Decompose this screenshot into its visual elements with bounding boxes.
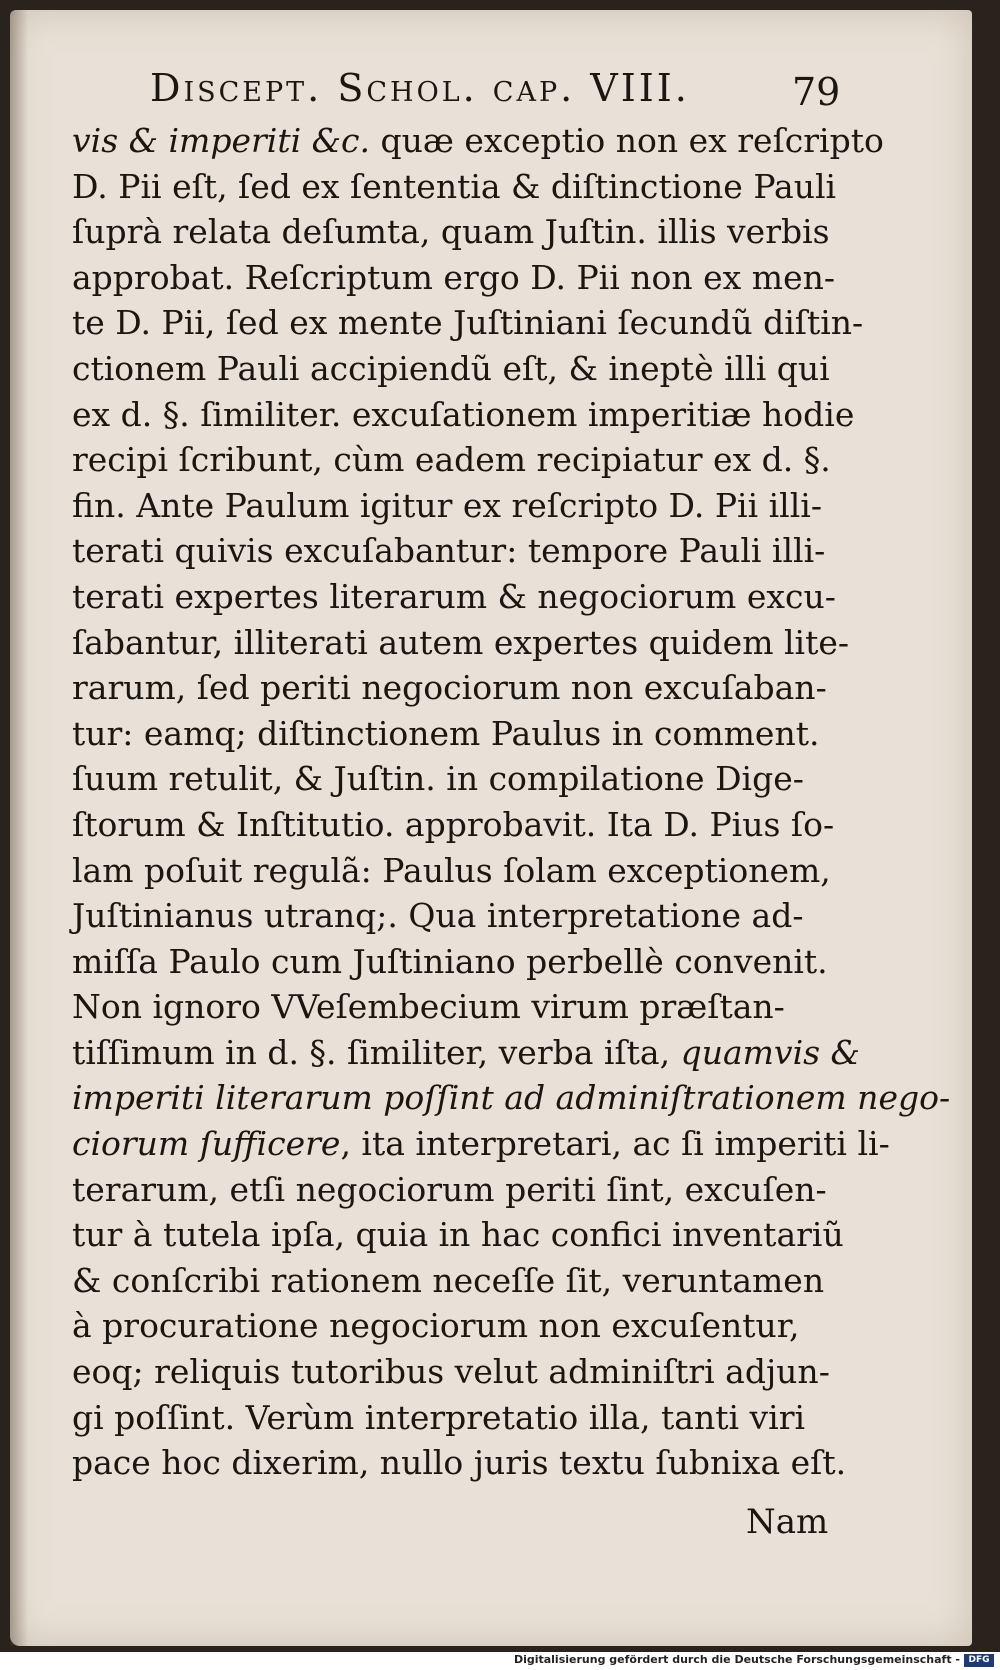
body-text xyxy=(72,118,951,1486)
text-line: fin. Ante Paulum igitur ex reſcripto D. Pii illi- xyxy=(72,485,822,525)
page-number: 79 xyxy=(792,70,841,114)
catchword: Nam xyxy=(746,1502,829,1542)
text-line: ctionem Pauli accipiendũ eſt, & ineptè illi qui xyxy=(72,348,830,388)
text-line: Juſtinianus utranq;. Qua interpretatione ad- xyxy=(72,896,804,936)
text-line: ſabantur, illiterati autem expertes quidem lite- xyxy=(72,622,850,662)
italic-text: vis & imperiti &c. xyxy=(72,121,370,160)
roman-text: , ita interpretari, ac ſi imperiti li- xyxy=(340,1124,890,1164)
text-line: terati quivis excuſabantur: tempore Pauli illi- xyxy=(72,531,826,571)
text-line: eoq; reliquis tutoribus velut adminiſtri adjun- xyxy=(72,1352,830,1392)
italic-text: quamvis & xyxy=(680,1032,860,1072)
running-title: Discept. Schol. cap. VIII. xyxy=(150,66,690,110)
roman-text: tiſſimum in d. §. ſimiliter, verba iſta, xyxy=(72,1032,681,1072)
text-line: D. Pii eſt, ſed ex ſententia & diſtinctione Pauli xyxy=(72,166,837,206)
text-line xyxy=(72,118,884,164)
footer-bar xyxy=(0,1652,1000,1670)
text-line: terarum, etſi negociorum periti ſint, excuſen- xyxy=(72,1169,827,1209)
text-line: tur à tutela ipſa, quia in hac confici inventariũ xyxy=(72,1215,844,1255)
text-line: terati expertes literarum & negociorum excu- xyxy=(72,576,836,616)
funding-credit: Digitalisierung gefördert durch die Deutsche Forschungsgemeinschaft - xyxy=(513,1653,960,1666)
book-page xyxy=(10,10,972,1646)
text-line: recipi ſcribunt, cùm eadem recipiatur ex d. §. xyxy=(72,440,831,480)
text-line: ex d. §. ſimiliter. excuſationem imperitiæ hodie xyxy=(72,394,855,434)
text-line: & conſcribi rationem neceſſe ſit, veruntamen xyxy=(72,1260,825,1300)
text-line: tur: eamq; diſtinctionem Paulus in comment. xyxy=(72,713,820,753)
text-line: ſuum retulit, & Juſtin. in compilatione Dige- xyxy=(72,759,804,799)
text-line: miſſa Paulo cum Juſtiniano perbellè convenit. xyxy=(72,941,828,981)
text-line: à procuratione negociorum non excuſentur, xyxy=(72,1306,800,1346)
text-line: te D. Pii, ſed ex mente Juſtiniani ſecundũ diſtin- xyxy=(72,303,864,343)
text-line: pace hoc dixerim, nullo juris textu ſubnixa eſt. xyxy=(72,1443,847,1483)
text-line: ſtorum & Inſtitutio. approbavit. Ita D. Pius ſo- xyxy=(72,804,835,844)
italic-text: ciorum ſufficere xyxy=(72,1124,341,1164)
text-line: ſuprà relata deſumta, quam Juſtin. illis verbis xyxy=(72,212,830,252)
text-line: Non ignoro VVeſembecium virum præſtan- xyxy=(72,987,785,1027)
text-line: lam poſuit regulã: Paulus ſolam exceptionem, xyxy=(72,850,831,890)
text-line: approbat. Reſcriptum ergo D. Pii non ex men- xyxy=(72,257,835,297)
italic-text: imperiti literarum poſſint ad adminiſtrationem nego- xyxy=(72,1078,951,1118)
running-head xyxy=(10,50,972,114)
roman-text: quæ exceptio non ex reſcripto xyxy=(369,121,884,160)
text-line xyxy=(72,1075,951,1121)
text-line xyxy=(72,1030,862,1076)
text-line xyxy=(72,1121,890,1167)
text-line: gi poſſint. Verùm interpretatio illa, tanti viri xyxy=(72,1397,806,1437)
dfg-logo-icon: DFG xyxy=(964,1654,994,1667)
text-line: rarum, ſed periti negociorum non excuſaban- xyxy=(72,668,827,708)
